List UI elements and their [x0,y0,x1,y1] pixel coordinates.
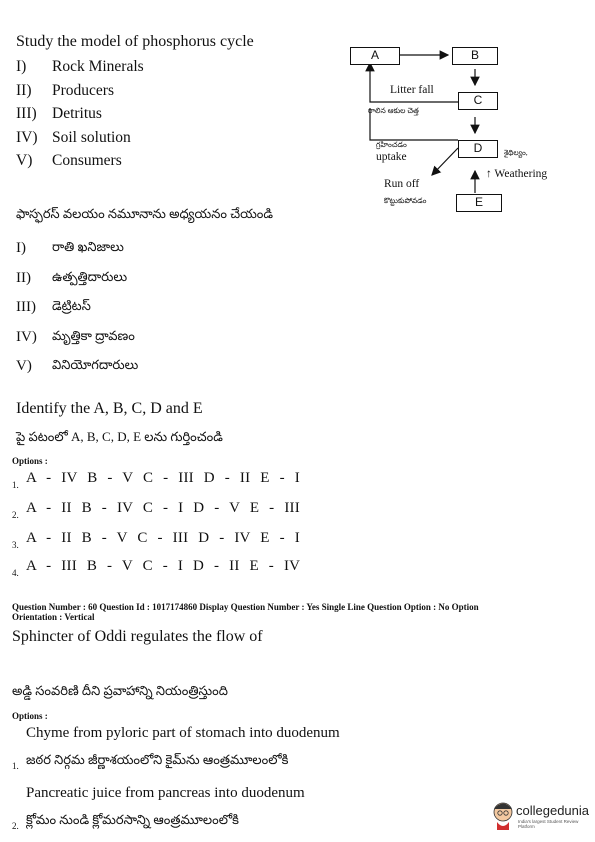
list-item: V) Consumers [16,152,122,169]
phosphorus-items-en [16,58,326,176]
options-label: Options : [12,711,48,721]
label-run-off: Run off [384,178,420,190]
options-label: Options : [12,456,48,466]
box-a: A [350,47,400,65]
list-item: III) Detritus [16,105,102,122]
list-item: III) డెట్రిటస్ [16,298,91,316]
label-run-off-te: కొట్టుకుపోవడం [384,196,427,205]
list-item: IV) Soil solution [16,128,131,146]
question-60-title-en: Sphincter of Oddi regulates the flow of [12,628,263,645]
box-b: B [452,47,498,65]
list-item: IV) మృత్తికా ద్రావణం [16,327,135,345]
phosphorus-items-te [16,234,138,382]
list-item: II) ఉత్పత్తిదారులు [16,268,128,286]
option-3[interactable]: 3. A - II B - V C - III D - IV E - I [12,530,300,550]
label-litter-fall: Litter fall [390,84,434,96]
identify-prompt-en: Identify the A, B, C, D and E [16,400,203,417]
list-item: II) Producers [16,81,114,99]
q60-option-2[interactable]: Pancreatic juice from pancreas into duodenum 2. క్లోమం నుండి క్లోమరసాన్ని ఆంత్రమూలంలోకి [12,785,305,831]
mascot-icon [492,800,514,830]
logo-wordmark: collegedunia [516,803,590,818]
arrow-c-to-a [370,63,458,102]
identify-prompt-te: పై పటంలో A, B, C, D, E లను గుర్తించండి [16,429,223,444]
question-60-title-te: అడ్డి సంవరిణి దీని ప్రవాహాన్ని నియంత్రిస్తుంది [12,683,228,698]
collegedunia-logo [492,796,592,836]
label-uptake: uptake [376,151,407,163]
diagram-arrows [340,40,570,220]
arrow-runoff [432,148,458,175]
q60-option-1[interactable]: Chyme from pyloric part of stomach into duodenum 1. జఠర నిర్గమ జీర్ణాశయంలోని కైమ్‌ను ఆంత్రమూలంలోకి [12,725,340,771]
question-title-en: Study the model of phosphorus cycle [16,33,254,50]
label-litter-fall-te: రాలిన ఆకుల చెత్త [368,106,419,115]
label-weathering-te: శైథిల్యం, [504,148,528,157]
option-4[interactable]: 4. A - III B - V C - I D - II E - IV [12,558,301,578]
phosphorus-cycle-diagram [340,40,570,220]
box-c: C [458,92,498,110]
option-2[interactable]: 2. A - II B - IV C - I D - V E - III [12,500,300,520]
box-d: D [458,140,498,158]
logo-tagline: India's largest Student Review Platform [518,819,579,829]
option-1[interactable]: 1. A - IV B - V C - III D - II E - I [12,470,300,490]
question-title-te: ఫాస్ఫరస్ వలయం నమూనాను అధ్యయనం చేయండి [16,206,274,221]
box-e: E [456,194,502,212]
list-item: I) రాతి ఖనిజాలు [16,239,124,257]
question-meta: Question Number : 60 Question Id : 1017174860 Display Question Number : Yes Single Line Question Option : No Option Orientation : Vertical [12,602,479,622]
list-item: I) Rock Minerals [16,58,144,75]
label-uptake-te: గ్రహించడం [376,140,407,149]
list-item: V) వినియోగదారులు [16,357,139,375]
label-weathering: ↑ Weathering [486,168,548,180]
